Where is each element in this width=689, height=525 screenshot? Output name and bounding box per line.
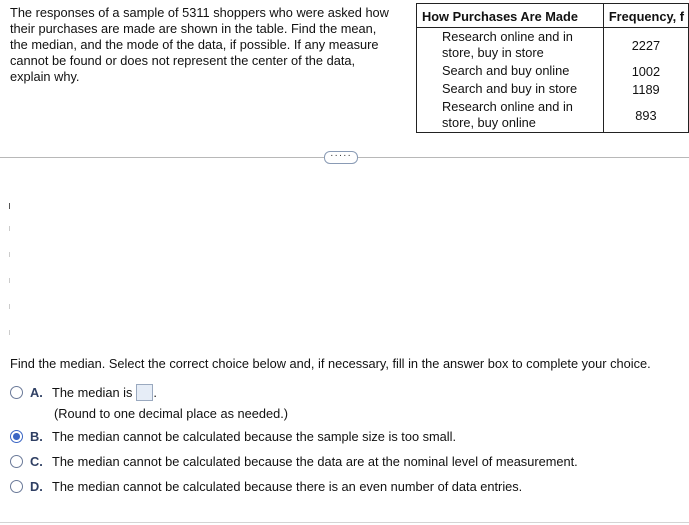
table-row [417,98,689,133]
table-row [417,62,689,80]
frequency-cell: 1002 [603,62,688,80]
expand-more-button[interactable]: ····· [324,151,358,164]
method-cell [417,62,604,80]
method-text: Search and buy online [442,63,570,78]
margin-mark [9,278,10,283]
problem-line: explain why. [10,69,80,84]
method-text: store, buy online [442,115,536,130]
rounding-hint: (Round to one decimal place as needed.) [54,406,289,421]
choice-c[interactable] [10,454,578,469]
radio-d[interactable] [10,480,23,493]
table-row [417,80,689,98]
frequency-cell: 2227 [603,28,688,63]
radio-b[interactable] [10,430,23,443]
problem-line: the median, and the mode of the data, if possible. If any measure [10,37,379,52]
problem-line: The responses of a sample of 5311 shoppers who were asked how [10,5,389,20]
method-cell [417,80,604,98]
bottom-divider [0,522,689,523]
choice-letter: D. [30,479,43,494]
choice-letter: A. [30,385,43,400]
margin-mark [9,304,10,309]
margin-mark [9,203,10,209]
radio-a[interactable] [10,386,23,399]
choice-letter: C. [30,454,43,469]
method-text: Research online and in [442,99,573,114]
choice-a[interactable] [10,384,157,401]
header-method: How Purchases Are Made [417,4,604,28]
frequency-cell: 893 [603,98,688,133]
choice-letter: B. [30,429,43,444]
method-cell [417,28,604,63]
margin-mark [9,252,10,257]
choice-b[interactable] [10,429,456,444]
frequency-cell: 1189 [603,80,688,98]
margin-mark [9,226,10,231]
choice-text: The median is [52,385,133,400]
margin-mark [9,330,10,335]
method-text: store, buy in store [442,45,544,60]
table-row [417,28,689,63]
choice-suffix: . [153,385,157,400]
choice-d[interactable] [10,479,522,494]
header-frequency: Frequency, f [603,4,688,28]
median-answer-input[interactable] [136,384,153,401]
problem-statement [10,5,405,85]
problem-line: cannot be found or does not represent the center of the data, [10,53,356,68]
method-cell [417,98,604,133]
question-prompt: Find the median. Select the correct choice below and, if necessary, fill in the answer box to complete your choice. [10,356,651,371]
choice-text: The median cannot be calculated because the sample size is too small. [52,429,457,444]
method-text: Search and buy in store [442,81,578,96]
radio-c[interactable] [10,455,23,468]
problem-line: their purchases are made are shown in the table. Find the mean, [10,21,377,36]
frequency-table [416,3,689,133]
method-text: Research online and in [442,29,573,44]
choice-text: The median cannot be calculated because there is an even number of data entries. [52,479,523,494]
choice-text: The median cannot be calculated because the data are at the nominal level of measurement. [52,454,578,469]
